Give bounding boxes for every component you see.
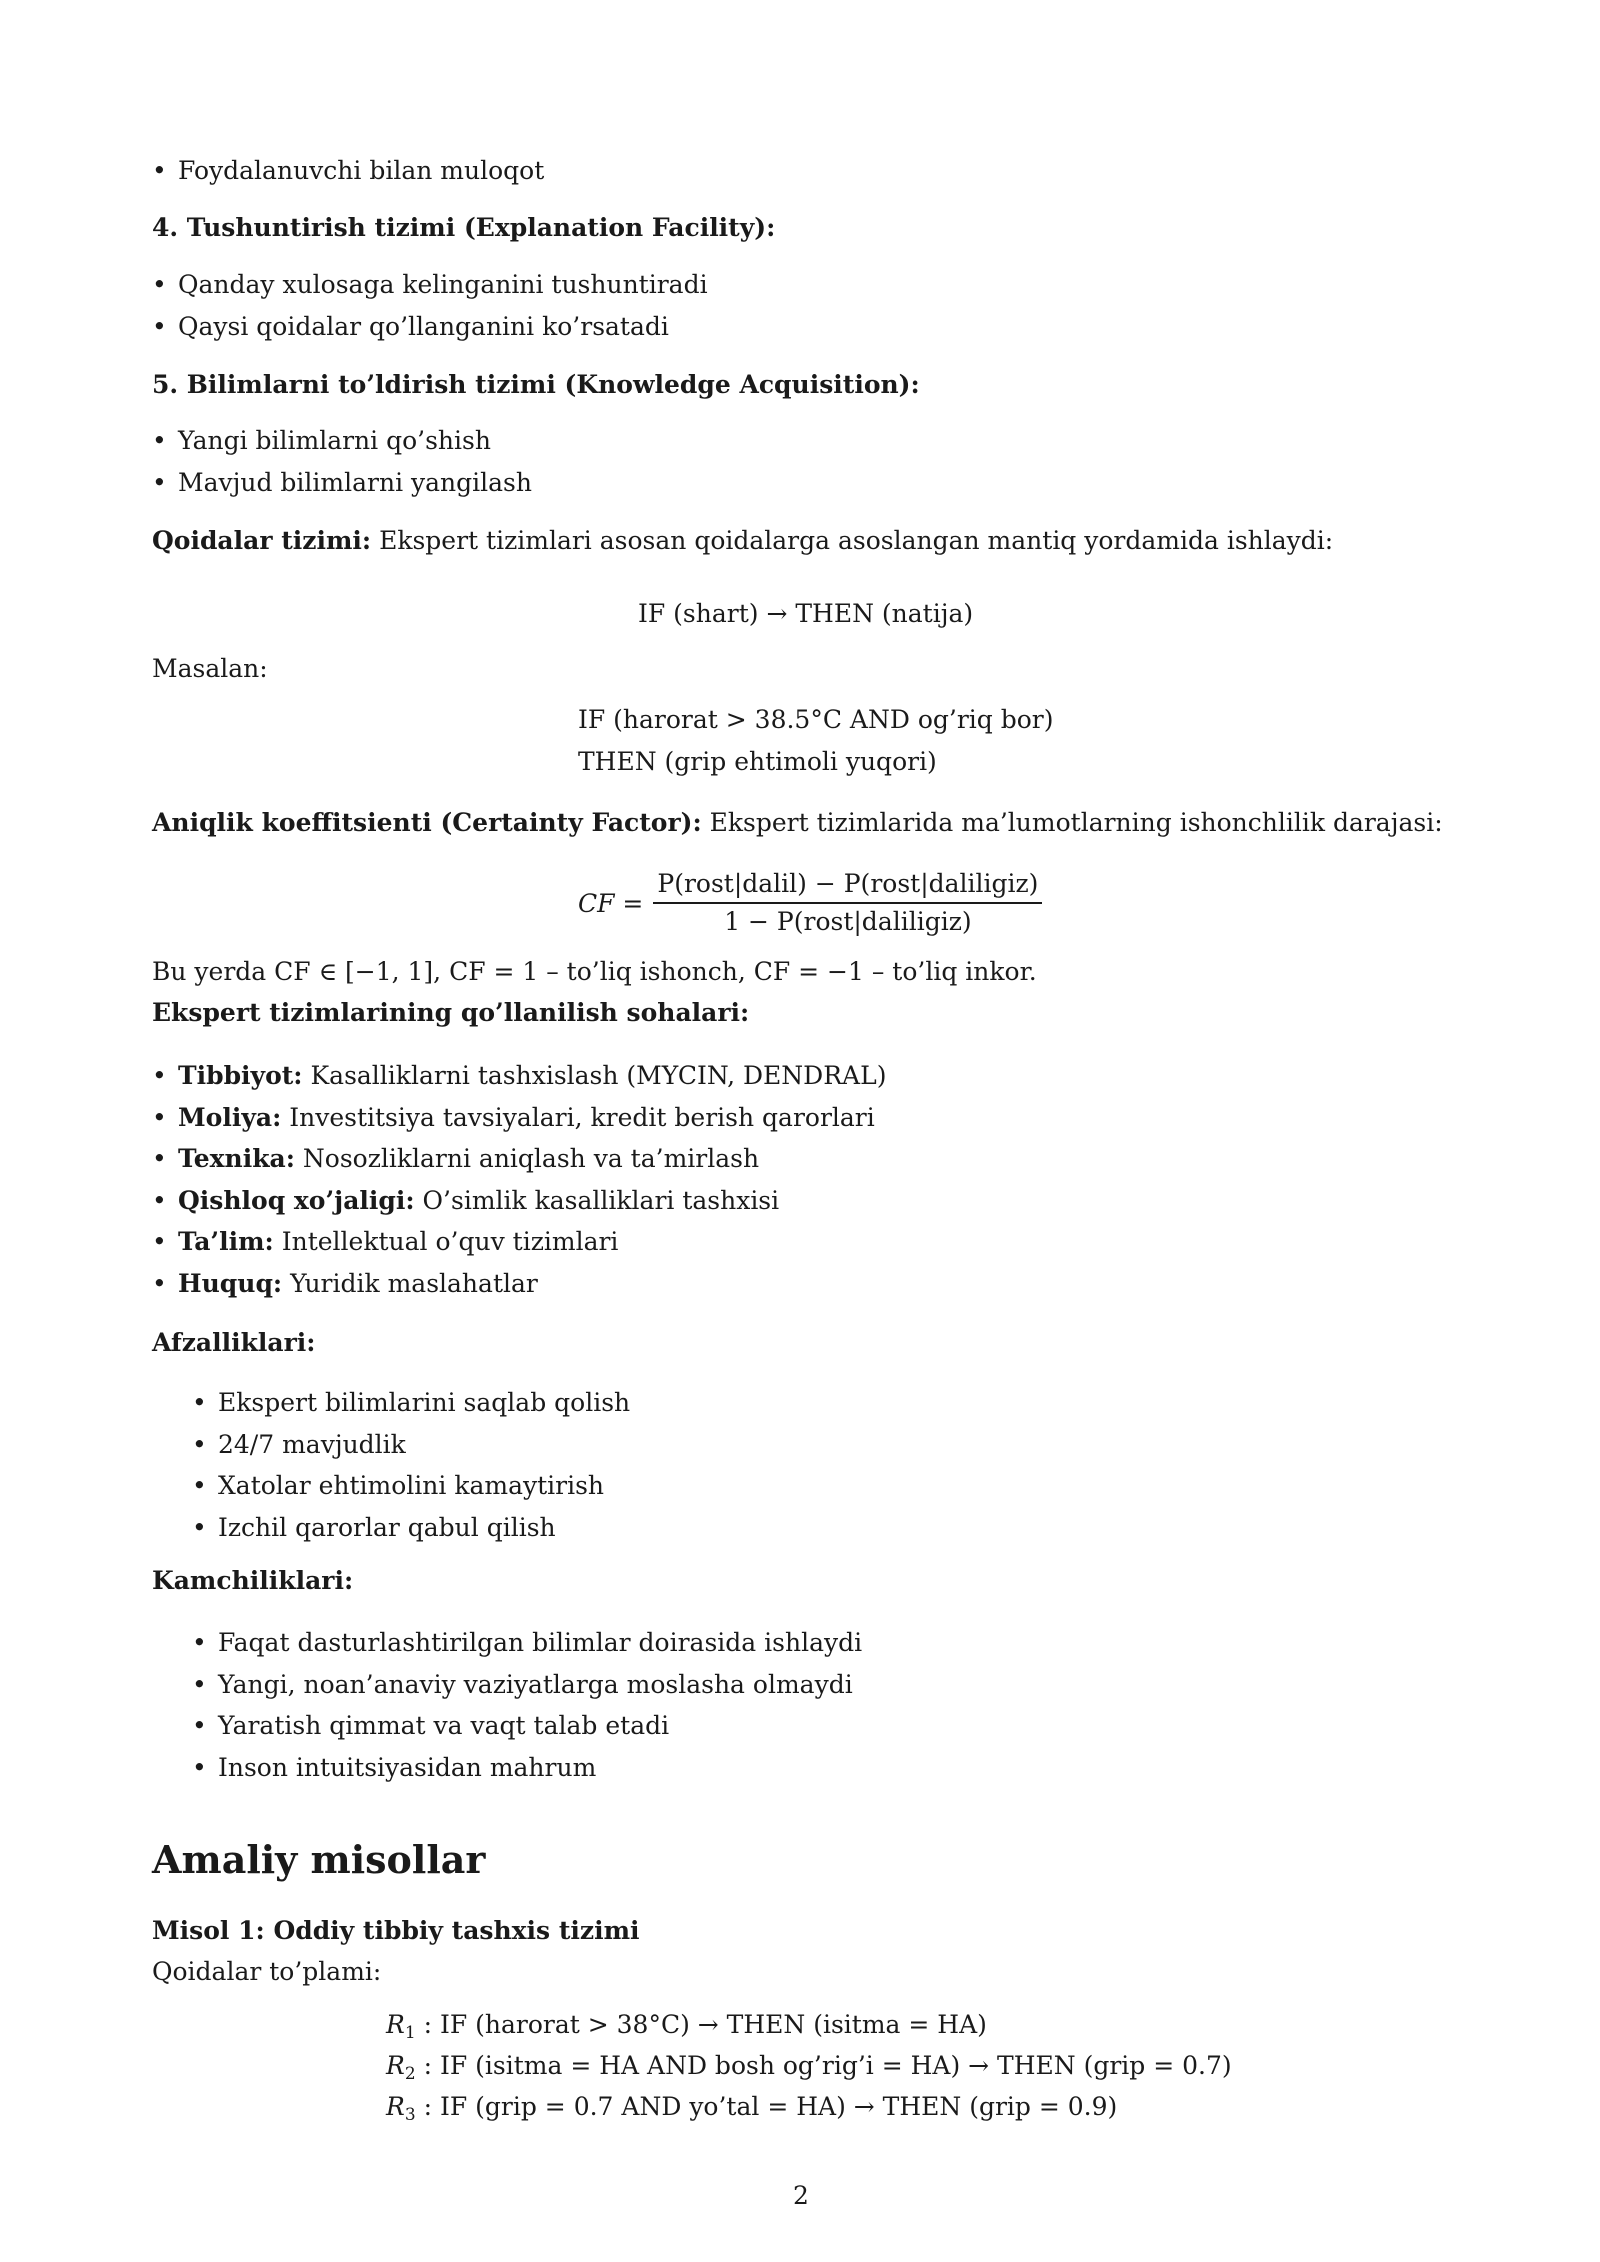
list-item [152, 310, 669, 344]
list-item [192, 1428, 406, 1462]
list-item-text: Yangi bilimlarni qo’shish [178, 426, 491, 455]
bullet: • [192, 1628, 207, 1657]
list-item-text: Kasalliklarni tashxislash (MYCIN, DENDRAL) [302, 1061, 887, 1090]
list-item-label: Huquq: [178, 1269, 283, 1298]
bullet: • [192, 1471, 207, 1500]
list-item [152, 1184, 779, 1218]
rule-index: 2 [404, 2064, 416, 2084]
list-item-text: Qaysi qoidalar qo’llanganini ko’rsatadi [178, 312, 669, 341]
list-item-text: Yuridik maslahatlar [282, 1269, 538, 1298]
bullet: • [192, 1430, 207, 1459]
rule-line [386, 2008, 987, 2050]
bullet: • [152, 1227, 167, 1256]
list-item [152, 1059, 886, 1093]
list-item [152, 154, 544, 188]
bullet: • [152, 1186, 167, 1215]
list-item [192, 1386, 630, 1420]
rule-index: 1 [404, 2023, 416, 2043]
list-item-text: Intellektual o’quv tizimlari [273, 1227, 619, 1256]
paragraph [152, 806, 1443, 840]
list-item-text: Foydalanuvchi bilan muloqot [178, 156, 545, 185]
bullet: • [152, 426, 167, 455]
rule-text: : IF (grip = 0.7 AND yo’tal = HA) → THEN (grip = 0.9) [415, 2092, 1118, 2121]
bullet: • [152, 1061, 167, 1090]
bullet: • [152, 1144, 167, 1173]
list-item-text: Ekspert bilimlarini saqlab qolish [218, 1388, 631, 1417]
rule-line [386, 2090, 1117, 2132]
rule-line [386, 2049, 1232, 2091]
bullet: • [192, 1753, 207, 1782]
section-title: Ekspert tizimlarining qo’llanilish sohalari: [152, 998, 750, 1027]
list-item-label: Tibbiyot: [178, 1061, 303, 1090]
example-title: Misol 1: Oddiy tibbiy tashxis tizimi [152, 1916, 640, 1945]
formula-lhs: CF = [578, 888, 644, 918]
bullet: • [152, 270, 167, 299]
rule-name: R [386, 2092, 405, 2121]
bullet: • [152, 312, 167, 341]
bullet: • [192, 1388, 207, 1417]
fraction-formula [578, 868, 1042, 938]
list-item [192, 1709, 669, 1743]
list-item-text: Faqat dasturlashtirilgan bilimlar doirasida ishlaydi [218, 1628, 863, 1657]
list-item [192, 1469, 604, 1503]
section-title: Afzalliklari: [152, 1328, 316, 1357]
list-item-text: Mavjud bilimlarni yangilash [178, 468, 532, 497]
fraction-numerator: P(rost|dalil) − P(rost|daliligiz) [653, 868, 1042, 904]
list-item-text: Yangi, noan’anaviy vaziyatlarga moslasha olmaydi [218, 1670, 853, 1699]
bullet: • [152, 1269, 167, 1298]
list-item-text: Nosozliklarni aniqlash va ta’mirlash [294, 1144, 760, 1173]
list-item-label: Qishloq xo’jaligi: [178, 1186, 415, 1215]
bullet: • [192, 1711, 207, 1740]
bullet: • [192, 1513, 207, 1542]
rule-name: R [386, 2010, 405, 2039]
list-item-text: O’simlik kasalliklari tashxisi [414, 1186, 780, 1215]
rule-text: : IF (isitma = HA AND bosh og’rig’i = HA) → THEN (grip = 0.7) [415, 2051, 1232, 2080]
paragraph [152, 524, 1333, 558]
bullet: • [152, 1103, 167, 1132]
list-item-text: Investitsiya tavsiyalari, kredit berish qarorlari [281, 1103, 875, 1132]
list-item-text: Yaratish qimmat va vaqt talab etadi [218, 1711, 670, 1740]
paragraph: Masalan: [152, 654, 268, 683]
fraction [653, 868, 1042, 938]
section-heading: Amaliy misollar [152, 1837, 486, 1882]
page-number: 2 [793, 2181, 809, 2210]
list-item-text: Qanday xulosaga kelinganini tushuntiradi [178, 270, 708, 299]
paragraph: Bu yerda CF ∈ [−1, 1], CF = 1 – to’liq ishonch, CF = −1 – to’liq inkor. [152, 957, 1037, 986]
bullet: • [152, 156, 167, 185]
list-item [192, 1511, 556, 1545]
section-title: Kamchiliklari: [152, 1566, 354, 1595]
formula-line: THEN (grip ehtimoli yuqori) [578, 747, 937, 776]
list-item [192, 1626, 862, 1660]
list-item [152, 424, 491, 458]
list-item [192, 1751, 596, 1785]
section-title: 5. Bilimlarni to’ldirish tizimi (Knowledge Acquisition): [152, 370, 920, 399]
list-item [152, 466, 532, 500]
list-item [152, 1267, 538, 1301]
list-item [152, 1142, 759, 1176]
paragraph-label: Qoidalar tizimi: [152, 526, 372, 555]
bullet: • [192, 1670, 207, 1699]
list-item-label: Moliya: [178, 1103, 282, 1132]
list-item-text: Xatolar ehtimolini kamaytirish [218, 1471, 605, 1500]
list-item [152, 268, 708, 302]
paragraph-label: Aniqlik koeffitsienti (Certainty Factor): [152, 808, 702, 837]
bullet: • [152, 468, 167, 497]
rule-name: R [386, 2051, 405, 2080]
example-subtitle: Qoidalar to’plami: [152, 1957, 382, 1986]
list-item [152, 1101, 875, 1135]
section-title: 4. Tushuntirish tizimi (Explanation Facility): [152, 213, 776, 242]
list-item-label: Ta’lim: [178, 1227, 274, 1256]
list-item-text: Inson intuitsiyasidan mahrum [218, 1753, 597, 1782]
rule-index: 3 [404, 2105, 416, 2125]
list-item-text: Izchil qarorlar qabul qilish [218, 1513, 556, 1542]
formula-line: IF (harorat > 38.5°C AND og’riq bor) [578, 705, 1054, 734]
list-item [152, 1225, 618, 1259]
paragraph-text: Ekspert tizimlarida ma’lumotlarning ishonchlilik darajasi: [701, 808, 1443, 837]
list-item [192, 1668, 853, 1702]
rule-text: : IF (harorat > 38°C) → THEN (isitma = HA) [415, 2010, 987, 2039]
formula: IF (shart) → THEN (natija) [638, 599, 974, 628]
list-item-label: Texnika: [178, 1144, 295, 1173]
fraction-denominator: 1 − P(rost|daliligiz) [724, 907, 972, 936]
list-item-text: 24/7 mavjudlik [218, 1430, 406, 1459]
paragraph-text: Ekspert tizimlari asosan qoidalarga asoslangan mantiq yordamida ishlaydi: [371, 526, 1334, 555]
